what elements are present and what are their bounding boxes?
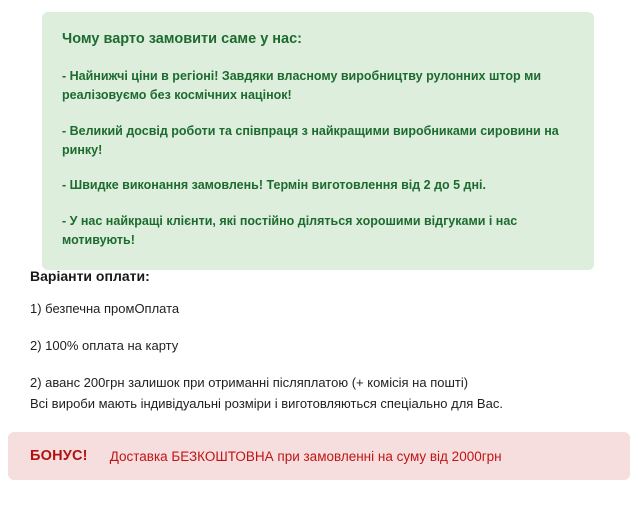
benefit-item: - У нас найкращі клієнти, які постійно діляться хорошими відгуками і нас мотивують! (62, 213, 518, 248)
benefits-panel-title: Чому варто замовити саме у нас: (62, 31, 303, 47)
benefit-item: - Великий досвід роботи та співпраця з найкращими виробниками сировини на ринку! (62, 123, 559, 157)
payment-note: Всі вироби мають індивідуальні розміри і виготовляються спеціально для Вас. (30, 395, 503, 411)
payment-title: Варіанти оплати: (30, 268, 150, 284)
benefit-item: - Найнижчі ціни в регіоні! Завдяки власному виробництву рулонних штор ми реалізовуємо без космічних націнок! (62, 68, 541, 103)
bonus-label: БОНУС! (30, 448, 88, 464)
benefits-panel (42, 12, 594, 270)
payment-section (30, 268, 610, 413)
payment-option: 2) аванс 200грн залишок при отриманні післяплатою (+ комісія на пошті) (30, 374, 469, 390)
bonus-banner (8, 432, 630, 480)
benefit-item: - Швидке виконання замовлень! Термін виготовлення від 2 до 5 дні. (62, 178, 486, 193)
payment-option: 2) 100% оплата на карту (30, 337, 179, 353)
bonus-text: Доставка БЕЗКОШТОВНА при замовленні на суму від 2000грн (109, 448, 502, 464)
payment-option: 1) безпечна промОплата (30, 301, 180, 316)
